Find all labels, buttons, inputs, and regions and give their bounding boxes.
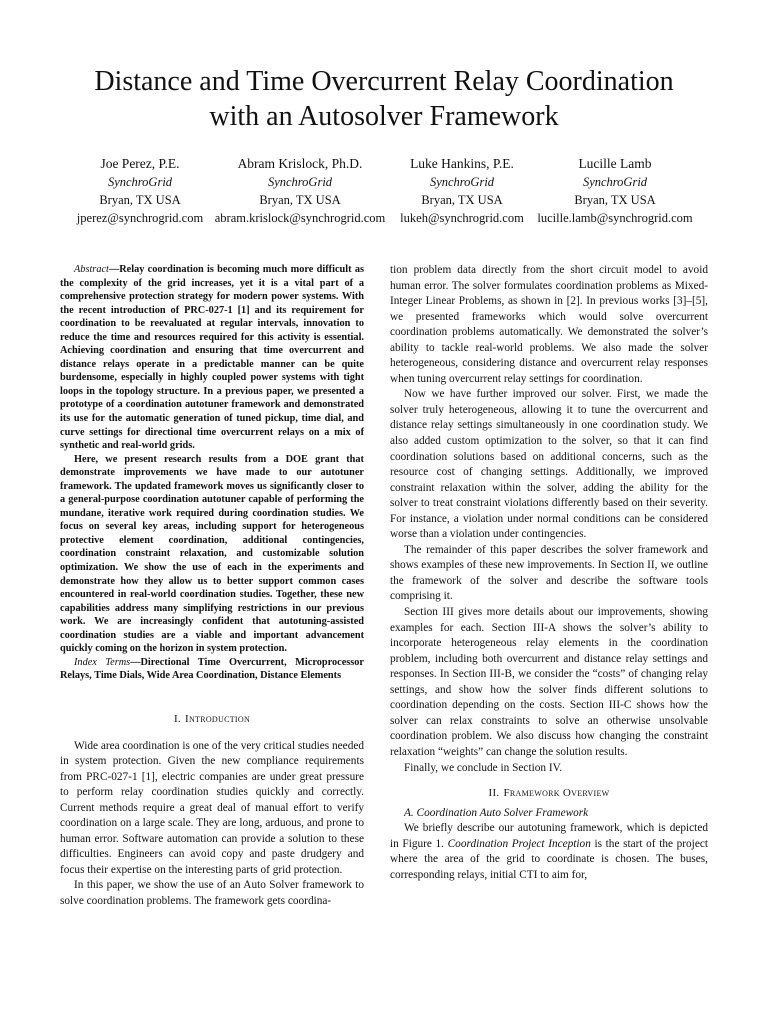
section-2-title: Framework Overview bbox=[503, 787, 610, 800]
author-location: Bryan, TX USA bbox=[574, 193, 656, 207]
framework-text-end: is the start of the project where the area of the grid to coordinate is chosen. The buses, corresponding relays, initial CTI to aim for, bbox=[390, 837, 708, 881]
author-email[interactable]: abram.krislock@synchrogrid.com bbox=[214, 211, 386, 225]
section-1-heading bbox=[60, 712, 364, 728]
index-terms-text: —Directional Time Overcurrent, Microprocessor Relays, Time Dials, Wide Area Coordination, Distance Elements bbox=[60, 656, 364, 682]
abstract-paragraph-1 bbox=[60, 263, 364, 453]
author-name: Abram Krislock, Ph.D. bbox=[237, 156, 363, 171]
intro-paragraph-2: In this paper, we show the use of an Auto Solver framework to solve coordination problems. The framework gets coordina- bbox=[60, 879, 364, 907]
subsection-2a-heading: A. Coordination Auto Solver Framework bbox=[404, 806, 589, 819]
author-email[interactable]: lucille.lamb@synchrogrid.com bbox=[537, 211, 693, 225]
title-line-1: Distance and Time Overcurrent Relay Coordination bbox=[94, 66, 674, 97]
intro-paragraph-6: Finally, we conclude in Section IV. bbox=[404, 761, 563, 774]
section-1-title: Introduction bbox=[184, 712, 251, 725]
section-2-number: II. bbox=[488, 787, 500, 800]
intro-paragraph-1: Wide area coordination is one of the very critical studies needed in system protection. Given the new compliance requirements from PRC-027-1 [1], electric companies are under great pressure to perform relay coordination studies quickly and correctly. Current methods require a great deal of manual effort to verify coordination on a large scale. They are long, arduous, and prone to human error. Software automation can provide a solution to these difficulties. Engineers can avoid copy and paste drudgery and focus their expertise on the interesting parts of grid protection. bbox=[60, 739, 365, 876]
abstract-label: Abstract bbox=[74, 264, 109, 275]
author-location: Bryan, TX USA bbox=[421, 193, 503, 207]
author-email[interactable]: lukeh@synchrogrid.com bbox=[400, 211, 524, 225]
intro-paragraph-2-continued: tion problem data directly from the short circuit model to avoid human error. The solver formulates coordination problems as Mixed-Integer Linear Problems, as shown in [2]. In previous works [3]–[5], we presented frameworks which would solve overcurrent coordination problems automatically. We demonstrated the solver’s ability to tackle real-world problems. We also made the solver heterogeneous, considering distance and overcurrent relay responses when tuning overcurrent relay settings for coordination. bbox=[390, 264, 708, 385]
paper-title bbox=[40, 64, 728, 134]
title-line-2: with an Autosolver Framework bbox=[209, 101, 559, 132]
author-4 bbox=[515, 155, 715, 227]
section-1-number: I. bbox=[173, 712, 181, 725]
framework-text-emphasis: Coordination Project Inception bbox=[447, 837, 591, 850]
author-location: Bryan, TX USA bbox=[99, 193, 181, 207]
author-affiliation: SynchroGrid bbox=[267, 175, 333, 189]
intro-paragraph-5: Section III gives more details about our improvements, showing examples for each. Section III-A shows the solver’s ability to incorporate heterogeneous relay elements in the coordination problem, including both overcurrent and distance relay settings and responses. In Section III-B, we consider the “costs” of changing relay settings, and show how the solver finds different solutions to coordination depending on the costs. Section III-C shows how the solver can relax constraints to solve an otherwise unsolvable coordination problem. We also discuss how changing the constraint relaxation “weights” can change the solution results. bbox=[390, 606, 708, 758]
index-terms bbox=[60, 656, 364, 683]
author-email[interactable]: jperez@synchrogrid.com bbox=[76, 211, 204, 225]
author-name: Luke Hankins, P.E. bbox=[410, 156, 514, 171]
author-affiliation: SynchroGrid bbox=[107, 175, 173, 189]
intro-paragraph-4: The remainder of this paper describes the solver framework and shows examples of these new improvements. In Section II, we outline the framework of the solver and describe the software tools comprising it. bbox=[390, 543, 708, 603]
author-affiliation: SynchroGrid bbox=[429, 175, 495, 189]
intro-paragraph-3: Now we have further improved our solver. First, we made the solver truly heterogeneous, allowing it to tune the overcurrent and distance relay settings simultaneously in one coordination study. We also added custom optimization to the solver, so that it can find coordination solutions based on additional concerns, such as the resource cost of changing settings. Additionally, we improved constraint relaxation within the solver, adding the ability for the solver to treat constraint violations differently based on their severity. For instance, a violation under normal conditions can be considered worse than a violation under contingencies. bbox=[390, 388, 708, 541]
abstract-text-1: —Relay coordination is becoming much more difficult as the complexity of the grid increases, yet it is a vital part of a comprehensive protection strategy for modern power systems. With the recent introduction of PRC-027-1 [1] and its requirement for coordination to be reevaluated at regular intervals, innovation to reduce the time and resources required for this activity is essential. Achieving coordination and ensuring that time overcurrent and distance relays operate in a predictable manner can be quite burdensome, especially in highly coupled power systems with tight loops in the topology structure. In a previous paper, we presented a prototype of a coordination autotuner framework and demonstrated its use for the automatic generation of tuned pickup, time dial, and curve settings for directional time overcurrent relays on a mix of synthetic and real-world grids. bbox=[60, 264, 364, 452]
right-column bbox=[390, 263, 708, 883]
abstract bbox=[60, 263, 364, 683]
author-affiliation: SynchroGrid bbox=[582, 175, 648, 189]
index-terms-label: Index Terms bbox=[74, 656, 131, 668]
left-column bbox=[60, 263, 364, 910]
author-name: Lucille Lamb bbox=[578, 156, 652, 171]
framework-text-start: We briefly describe our autotuning framework, which is depicted in Figure 1. bbox=[390, 822, 708, 850]
framework-paragraph-1 bbox=[390, 821, 708, 883]
author-location: Bryan, TX USA bbox=[259, 193, 341, 207]
author-name: Joe Perez, P.E. bbox=[100, 156, 180, 171]
section-2-heading bbox=[390, 786, 708, 802]
abstract-paragraph-2: Here, we present research results from a DOE grant that demonstrate improvements we have made to our autotuner framework. The updated framework moves us significantly closer to a general-purpose coordination autotuner capable of performing the mundane, iterative work required during coordination studies. We focus on several key areas, including support for heterogeneous protective element coordination, additional contingencies, coordination constraint relaxation, and customizable solution optimization. We show the use of each in the experiments and demonstrate how they allow us to better support common cases encountered in real-world coordination studies. Together, these new capabilities address many simplifying restrictions in our previous work. We are increasingly confident that autotuning-assisted coordination studies are a viable and important advancement quickly coming on the horizon in system protection. bbox=[60, 453, 364, 655]
